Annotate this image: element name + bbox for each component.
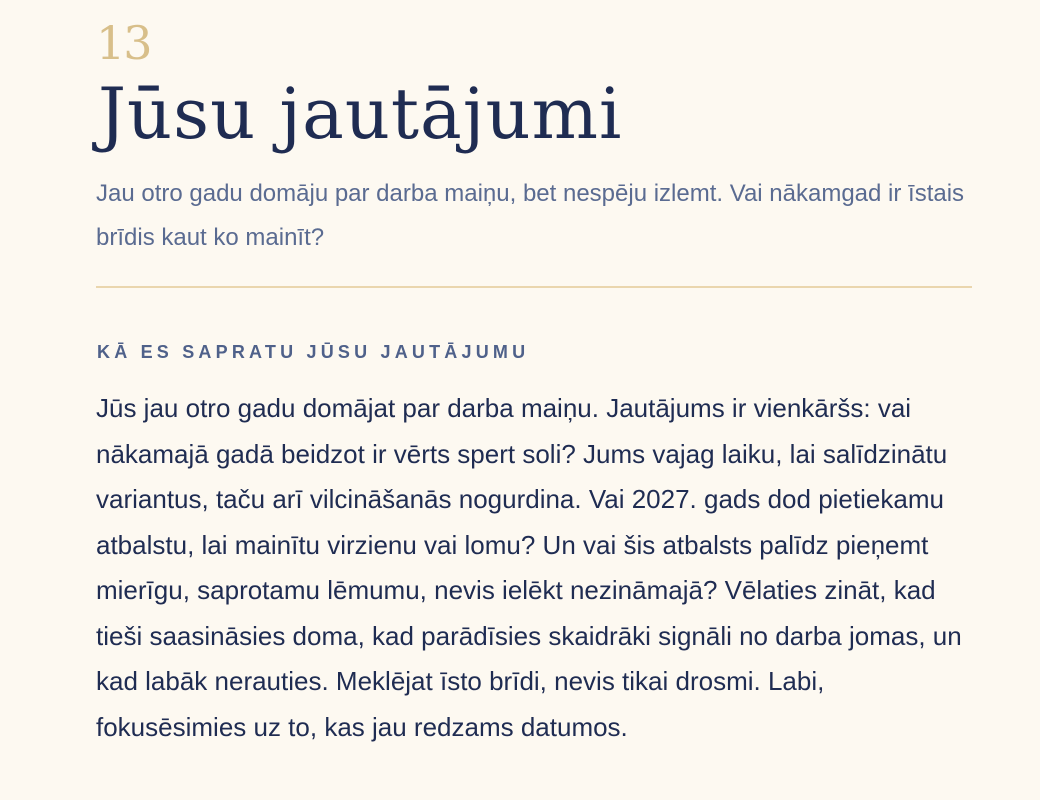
answer-paragraph: Jūs jau otro gadu domājat par darba maiņu. Jautājums ir vienkāršs: vai nākamajā gadā beidzot ir vērts spert soli? Jums vajag laiku, lai salīdzinātu variantus, taču arī vilcināšanās nogurdina. Vai 2027. gads dod pietiekamu atbalstu, lai mainītu virzienu vai lomu? Un vai šis atbalsts palīdz pieņemt mierīgu, saprotamu lēmumu, nevis ielēkt nezināmajā? Vēlaties zināt, kad tieši saasināsies doma, kad parādīsies skaidrāki signāli no darba jomas, un kad labāk nerauties. Meklējat īsto brīdi, nevis tikai drosmi. Labi, fokusēsimies uz to, kas jau redzams datumos. [96, 393, 962, 742]
section-divider [96, 286, 972, 288]
page-title: Jūsu jautājumi [98, 73, 623, 155]
section-heading: KĀ ES SAPRATU JŪSU JAUTĀJUMU [97, 342, 530, 362]
user-question: Jau otro gadu domāju par darba maiņu, bet nespēju izlemt. Vai nākamgad ir īstais brīdis kaut ko mainīt? [96, 180, 965, 251]
page-number: 13 [96, 16, 151, 70]
